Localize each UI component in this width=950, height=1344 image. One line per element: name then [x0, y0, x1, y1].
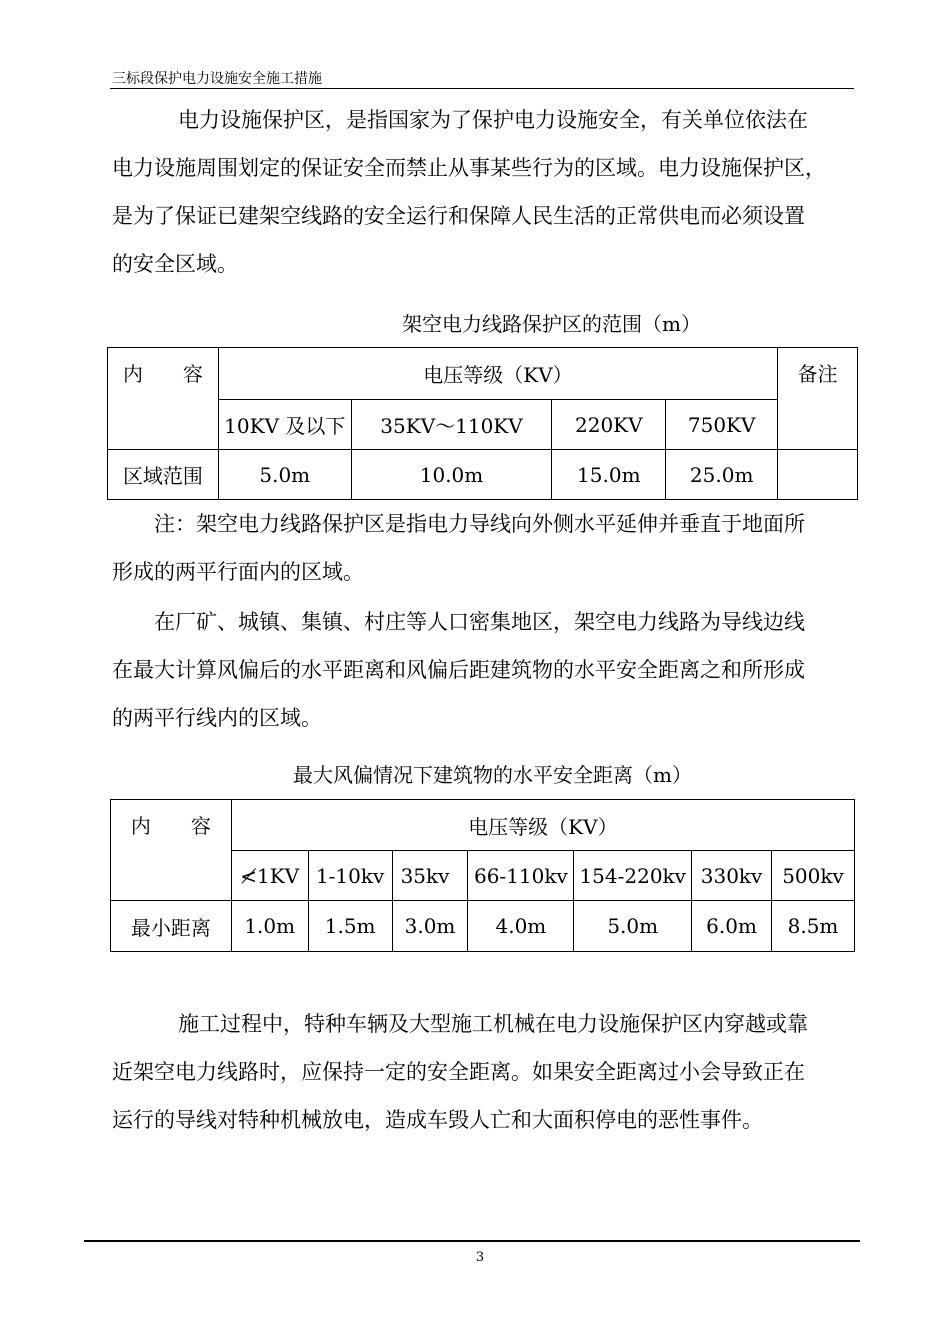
intro-line: 是为了保证已建架空线路的安全运行和保障人民生活的正常供电而必须设置 [112, 204, 805, 228]
content-header: 内 容 [122, 362, 203, 386]
paragraph-line: 的两平行线内的区域。 [112, 706, 322, 730]
value-cell: 4.0m [468, 901, 574, 952]
remark-header: 备注 [797, 362, 838, 386]
dense-area-paragraph [112, 598, 854, 742]
remark-cell [778, 450, 858, 500]
voltage-level-cell: 35kv [392, 851, 468, 901]
value-cell: 5.0m [574, 901, 692, 952]
paragraph-line: 在厂矿、城镇、集镇、村庄等人口密集地区，架空电力线路为导线边线 [154, 610, 805, 634]
voltage-level-cell: 10KV 及以下 [218, 400, 351, 450]
value-cell: 6.0m [692, 901, 772, 952]
remark-header-cell [778, 348, 858, 450]
construction-paragraph [112, 1000, 854, 1144]
voltage-level-cell: 1-10kv [308, 851, 392, 901]
table1-caption: 架空电力线路保护区的范围（m） [402, 312, 701, 336]
content-header-cell [108, 348, 219, 450]
voltage-level-cell: 66-110kv [468, 851, 574, 901]
value-cell: 1.5m [308, 901, 392, 952]
intro-paragraph [112, 96, 854, 288]
paragraph-line: 运行的导线对特种机械放电，造成车毁人亡和大面积停电的恶性事件。 [112, 1108, 763, 1132]
value-cell: 8.5m [772, 901, 855, 952]
voltage-header-cell [218, 348, 777, 400]
voltage-level-cell: 330kv [692, 851, 772, 901]
value-cell: 3.0m [392, 901, 468, 952]
note-paragraph [112, 500, 854, 596]
row-label-cell: 最小距离 [111, 901, 232, 952]
voltage-level-cell: 35KV～110KV [351, 400, 552, 450]
voltage-level-cell: ≮1KV [231, 851, 308, 901]
intro-line: 电力设施保护区，是指国家为了保护电力设施安全，有关单位依法在 [178, 108, 808, 132]
note-line: 形成的两平行面内的区域。 [112, 560, 364, 584]
voltage-level-cell: 500kv [772, 851, 855, 901]
table2-caption: 最大风偏情况下建筑物的水平安全距离（m） [293, 763, 692, 787]
paragraph-line: 施工过程中，特种车辆及大型施工机械在电力设施保护区内穿越或靠 [178, 1012, 808, 1036]
value-cell: 10.0m [351, 450, 552, 500]
paragraph-line: 在最大计算风偏后的水平距离和风偏后距建筑物的水平安全距离之和所形成 [112, 658, 805, 682]
value-cell: 15.0m [552, 450, 666, 500]
value-cell: 5.0m [218, 450, 351, 500]
protection-zone-table [107, 347, 858, 500]
row-label-cell: 区域范围 [108, 450, 219, 500]
value-cell: 25.0m [666, 450, 778, 500]
note-line: 注：架空电力线路保护区是指电力导线向外侧水平延伸并垂直于地面所 [154, 512, 805, 536]
header-rule [110, 88, 854, 89]
voltage-header-cell [231, 800, 854, 851]
footer-rule [84, 1240, 860, 1242]
voltage-level-cell: 154-220kv [574, 851, 692, 901]
paragraph-line: 近架空电力线路时，应保持一定的安全距离。如果安全距离过小会导致正在 [112, 1060, 805, 1084]
intro-line: 的安全区域。 [112, 252, 238, 276]
voltage-level-cell: 750KV [666, 400, 778, 450]
building-distance-table [110, 799, 855, 952]
value-cell: 1.0m [231, 901, 308, 952]
content-header-cell [111, 800, 232, 901]
page-number: 3 [475, 1250, 485, 1265]
voltage-header: 电压等级（KV） [468, 814, 618, 839]
running-header: 三标段保护电力设施安全施工措施 [112, 71, 322, 87]
intro-line: 电力设施周围划定的保证安全而禁止从事某些行为的区域。电力设施保护区， [112, 156, 826, 180]
voltage-header: 电压等级（KV） [423, 363, 573, 387]
content-header: 内 容 [130, 814, 211, 838]
voltage-level-cell: 220KV [552, 400, 666, 450]
